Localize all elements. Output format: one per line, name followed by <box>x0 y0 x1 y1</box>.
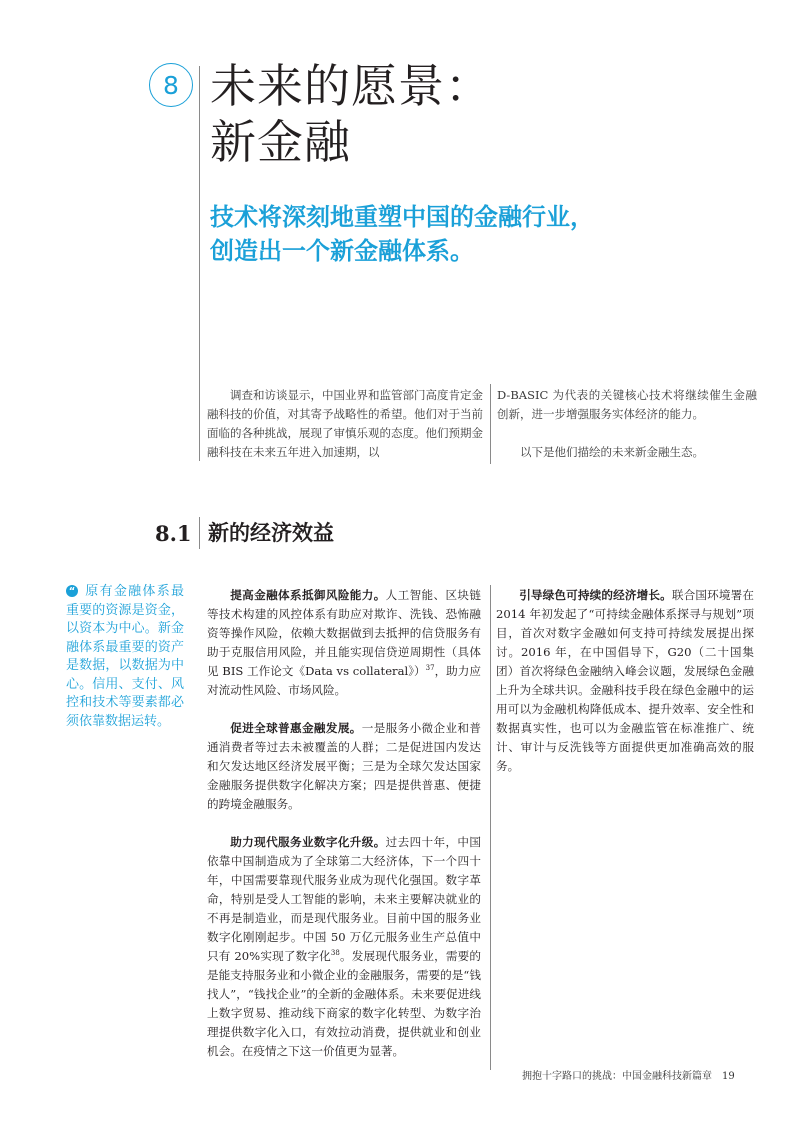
chapter-subtitle <box>210 200 594 268</box>
chapter-title-line1: 未来的愿景： <box>210 59 492 113</box>
vertical-divider <box>490 384 491 464</box>
intro-paragraph-right: D-BASIC 为代表的关键核心技术将继续催生金融创新，进一步增强服务实体经济的能力。 <box>497 388 757 421</box>
intro-paragraph-left: 调查和访谈显示，中国业界和监管部门高度肯定金融科技的价值，对其寄予战略性的希望。他们对于当前面临的各种挑战，展现了审慎乐观的态度。他们预期金融科技在未来五年进入加速期，以 <box>207 388 483 459</box>
paragraph-body: 联合国环境署在 2014 年初发起了“可持续金融体系探寻与规划”项目，首次对数字金融如何支持可持续发展提出探讨。2016 年，在中国倡导下，G20（二十国集团）首次将绿色金融纳入峰会议题，发展绿色金融上升为全球共识。金融科技手段在绿色金融中的运用可以为金融机构降低成本、提升效率、安全性和数据真实性，也可以为金融监管在标准推广、统计、审计与反洗钱等方面提供更加准确高效的服务。 <box>496 588 754 773</box>
footnote-ref: 37 <box>425 664 435 673</box>
paragraph-tail: 。发展现代服务业，需要的是能支持服务业和小微企业的金融服务，需要的是“钱找人”，“钱找企业”的全新的金融体系。未来要促进线上数字贸易、推动线下商家的数字化转型、为数字治理提供数字化入口，有效拉动消费，提供就业和创业机会。在疫情之下这一价值更为显著。 <box>207 949 481 1058</box>
quote-icon: “ <box>66 585 78 597</box>
paragraph-inclusive <box>207 719 481 814</box>
page-footer <box>522 1070 735 1084</box>
section-number: 8.1 <box>155 521 192 546</box>
pull-quote-text: 原有金融体系最重要的资源是资金，以资本为中心。新金融体系最重要的资产是数据，以数据为中心。信用、支付、风控和技术等要素都必须依靠数据运转。 <box>66 584 184 729</box>
paragraph-green <box>496 586 754 776</box>
chapter-subtitle-line1: 技术将深刻地重塑中国的金融行业， <box>210 203 594 231</box>
paragraph-services <box>207 833 481 1061</box>
vertical-divider <box>199 517 200 549</box>
paragraph-heading: 助力现代服务业数字化升级。 <box>230 835 386 849</box>
paragraph-heading: 提高金融体系抵御风险能力。 <box>230 588 386 602</box>
page-number: 19 <box>722 1071 735 1082</box>
paragraph-tail: ，助力应对流动性风险、市场风险。 <box>207 664 481 697</box>
chapter-subtitle-line2: 创造出一个新金融体系。 <box>210 237 474 265</box>
paragraph-risk <box>207 586 481 700</box>
intro-paragraph-right-2: 以下是他们描绘的未来新金融生态。 <box>520 445 704 459</box>
paragraph-body: 人工智能、区块链等技术构建的风控体系有助应对欺诈、洗钱、恐怖融资等操作风险，依赖大数据做到去抵押的信贷服务有助于克服信用风险，并且能实现信贷逆周期性（具体见 BIS 工作论文《Data vs collateral》） <box>207 588 481 678</box>
footnote-ref: 38 <box>330 949 340 958</box>
footer-title: 拥抱十字路口的挑战：中国金融科技新篇章 <box>522 1071 712 1082</box>
chapter-number-badge: 8 <box>149 63 193 107</box>
section-title: 新的经济效益 <box>208 521 334 545</box>
body-column-left <box>207 586 481 1061</box>
pull-quote <box>66 583 184 731</box>
vertical-divider <box>490 585 491 1070</box>
paragraph-heading: 促进全球普惠金融发展。 <box>230 721 362 735</box>
body-column-right <box>496 586 754 776</box>
paragraph-heading: 引导绿色可持续的经济增长。 <box>519 588 672 602</box>
chapter-title <box>210 58 492 170</box>
paragraph-body: 过去四十年，中国依靠中国制造成为了全球第二大经济体，下一个四十年，中国需要靠现代服务业成为现代化强国。数字革命，特别是受人工智能的影响，未来主要解决就业的不再是制造业，而是现代服务业。目前中国的服务业数字化刚刚起步。中国 50 万亿元服务业生产总值中只有 20%实现了数字化 <box>207 835 481 963</box>
paragraph-body: 一是服务小微企业和普通消费者等过去未被覆盖的人群；二是促进国内发达和欠发达地区经济发展平衡；三是为全球欠发达国家金融服务提供数字化解决方案；四是提供普惠、便捷的跨境金融服务。 <box>207 721 481 811</box>
vertical-divider <box>199 66 200 461</box>
chapter-title-line2: 新金融 <box>210 115 351 169</box>
